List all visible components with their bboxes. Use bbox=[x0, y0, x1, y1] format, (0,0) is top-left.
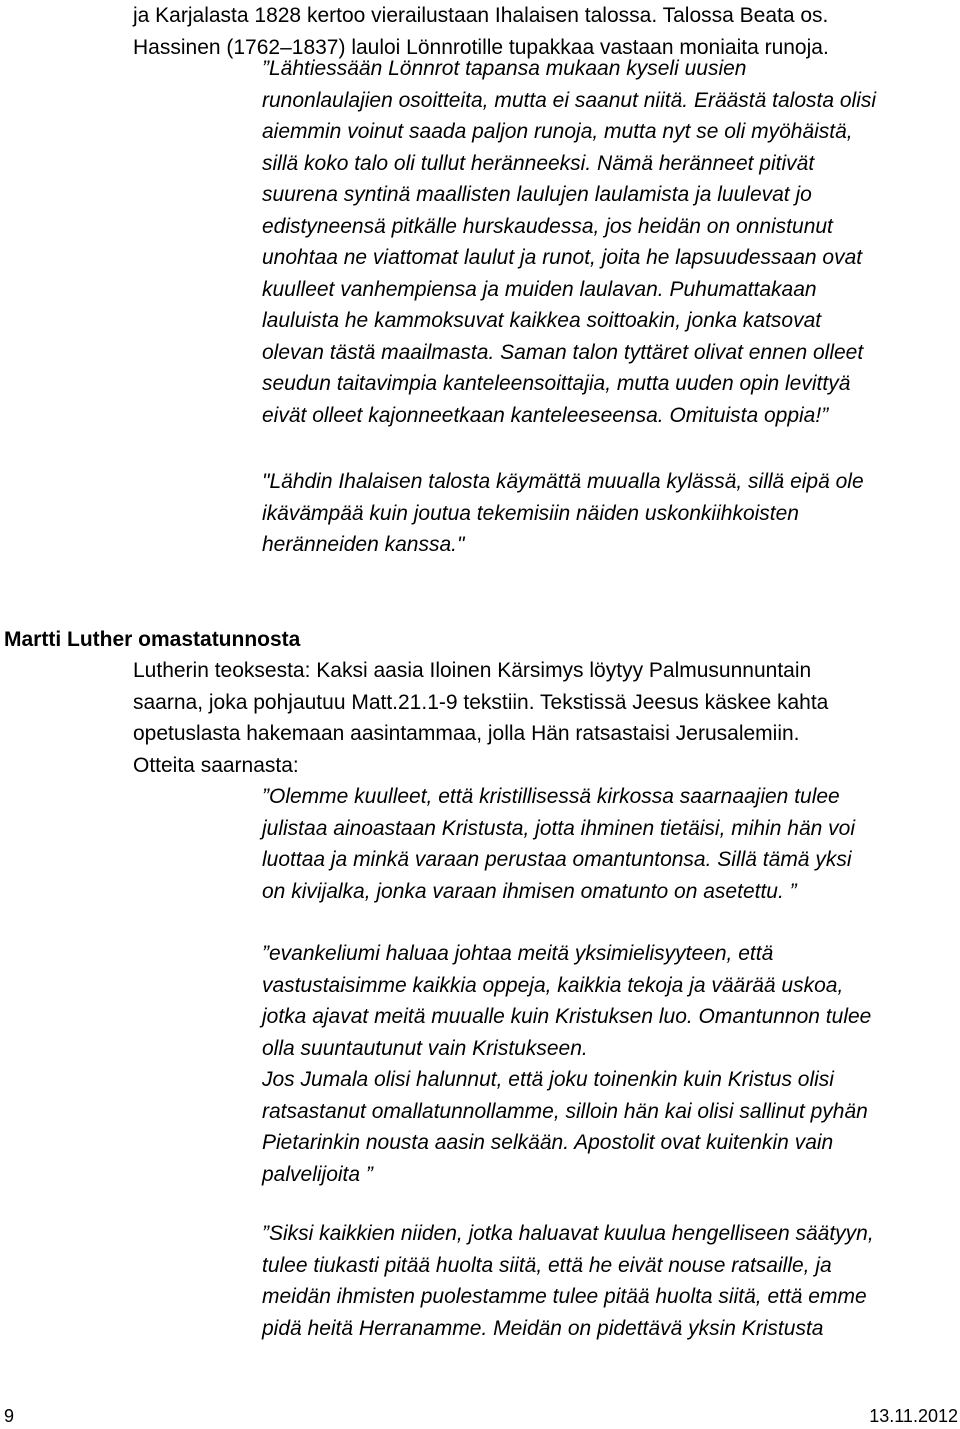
text-line: eivät olleet kajonneetkaan kanteleeseensa. Omituista oppia!” bbox=[262, 403, 829, 427]
sermon-quote-1 bbox=[262, 781, 855, 907]
sermon-quote-2 bbox=[262, 938, 871, 1190]
text-line bbox=[262, 148, 876, 180]
text-line bbox=[262, 337, 876, 369]
text-line: vastustaisimme kaikkia oppeja, kaikkia tekoja ja väärää uskoa, bbox=[262, 973, 844, 997]
section-heading: Martti Luther omastatunnosta bbox=[4, 628, 301, 651]
text-line: julistaa ainoastaan Kristusta, jotta ihminen tietäisi, mihin hän voi bbox=[262, 816, 855, 840]
text-line: saarna, joka pohjautuu Matt.21.1-9 tekstiin. Tekstissä Jeesus käskee kahta bbox=[133, 690, 829, 714]
quote-ihalainen-italic bbox=[262, 466, 864, 561]
quote-lonnrot-italic bbox=[262, 53, 876, 431]
text-line: ”evankeliumi haluaa johtaa meitä yksimielisyyteen, että bbox=[262, 942, 774, 965]
text-line: luottaa ja minkä varaan perustaa omantuntonsa. Sillä tämä yksi bbox=[262, 848, 852, 871]
text-line: Jos Jumala olisi halunnut, että joku toinenkin kuin Kristus olisi bbox=[262, 1068, 834, 1091]
text-line: opetuslasta hakemaan aasintammaa, jolla Hän ratsastaisi Jerusalemiin. bbox=[133, 722, 800, 745]
text-line: olla suuntautunut vain Kristukseen. bbox=[262, 1036, 588, 1060]
text-line: pidä heitä Herranamme. Meidän on pidettävä yksin Kristusta bbox=[262, 1316, 824, 1340]
text-line: Pietarinkin nousta aasin selkään. Apostolit ovat kuitenkin vain bbox=[262, 1131, 834, 1154]
page-number: 9 bbox=[4, 1406, 15, 1426]
italic-segment: olevan tästä maailmasta. bbox=[262, 340, 495, 364]
text-line: unohtaa ne viattomat laulut ja runot, joita he lapsuudessaan ovat bbox=[262, 246, 863, 269]
text-line: ikävämpää kuin joutua tekemisiin näiden uskonkiihkoisten bbox=[262, 501, 799, 525]
text-line: edistyneensä pitkälle hurskaudessa, jos heidän on onnistunut bbox=[262, 214, 833, 238]
sermon-quote-3 bbox=[262, 1218, 874, 1344]
italic-segment: Puhumattakaan bbox=[669, 277, 817, 301]
text-line: ”Lähtiessään Lönnrot tapansa mukaan kyseli uusien bbox=[262, 57, 747, 80]
text-line: lauluista he kammoksuvat kaikkea soittoakin, jonka katsovat bbox=[262, 309, 822, 332]
text-line: ”Siksi kaikkien niiden, jotka haluavat kuulua hengelliseen säätyyn, bbox=[262, 1222, 874, 1245]
italic-segment: kuulleet vanhempiensa ja muiden laulavan. bbox=[262, 277, 664, 301]
text-line: meidän ihmisten puolestamme tulee pitää huolta siitä, että emme bbox=[262, 1285, 867, 1308]
text-line: Hassinen (1762–1837) lauloi Lönnrotille tupakkaa vastaan moniaita runoja. bbox=[133, 35, 829, 59]
text-line: tulee tiukasti pitää huolta siitä, että he eivät nouse ratsaille, ja bbox=[262, 1253, 832, 1277]
text-line: on kivijalka, jonka varaan ihmisen omatunto on asetettu. ” bbox=[262, 879, 797, 903]
text-line: "Lähdin Ihalaisen talosta käymättä muualla kylässä, sillä eipä ole bbox=[262, 470, 864, 493]
text-line: ja Karjalasta 1828 kertoo vierailustaan Ihalaisen talossa. Talossa Beata os. bbox=[133, 4, 829, 27]
text-line: jotka ajavat meitä muualle kuin Kristuksen luo. Omantunnon tulee bbox=[262, 1005, 872, 1028]
text-line: seudun taitavimpia kanteleensoittajia, mutta uuden opin levittyä bbox=[262, 372, 851, 395]
italic-segment: Eräästä talosta olisi bbox=[693, 88, 877, 112]
italic-segment: sillä koko talo oli tullut heränneeksi. bbox=[262, 151, 592, 175]
italic-segment: Saman talon tyttäret olivat ennen olleet bbox=[500, 340, 864, 364]
text-line: heränneiden kanssa." bbox=[262, 533, 465, 556]
text-line bbox=[262, 85, 876, 117]
italic-segment: Nämä heränneet pitivät bbox=[597, 151, 815, 175]
text-line: suurena syntinä maallisten laulujen laulamista ja luulevat jo bbox=[262, 183, 812, 206]
text-line: aiemmin voinut saada paljon runoja, mutta nyt se oli myöhäistä, bbox=[262, 120, 853, 143]
text-line: Otteita saarnasta: bbox=[133, 753, 299, 777]
section-paragraph bbox=[133, 655, 828, 781]
footer-date: 13.11.2012 bbox=[869, 1406, 958, 1426]
section-heading-block bbox=[4, 624, 300, 656]
text-line bbox=[262, 274, 876, 306]
text-line: Lutherin teoksesta: Kaksi aasia Iloinen Kärsimys löytyy Palmusunnuntain bbox=[133, 659, 812, 682]
text-line: ”Olemme kuulleet, että kristillisessä kirkossa saarnaajien tulee bbox=[262, 785, 840, 808]
italic-segment: runonlaulajien osoitteita, mutta ei saanut niitä. bbox=[262, 88, 689, 112]
text-line: ratsastanut omallatunnollamme, silloin hän kai olisi sallinut pyhän bbox=[262, 1099, 868, 1123]
text-line: palvelijoita ” bbox=[262, 1162, 373, 1186]
